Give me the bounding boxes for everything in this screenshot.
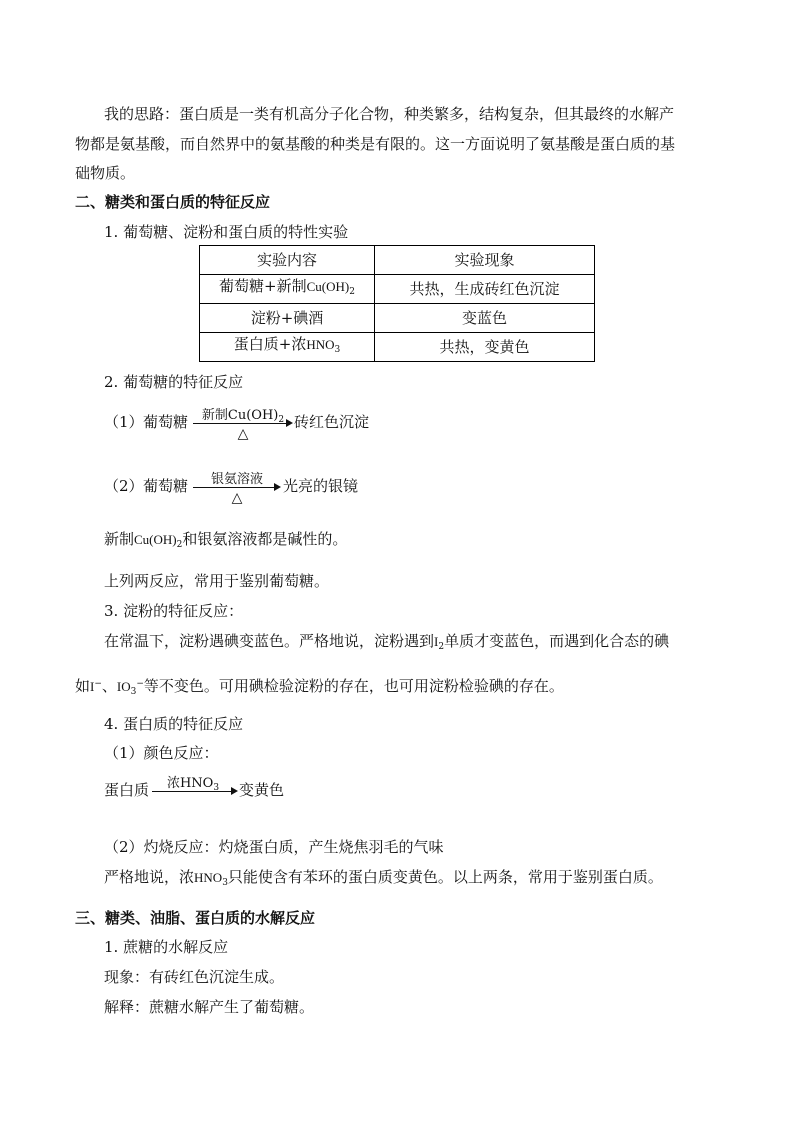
rxn3-arrow (152, 772, 238, 802)
table-header-row (200, 246, 595, 275)
intro-line-3: 础物质。 (75, 164, 136, 182)
starch-line-2: 如I−、$IO_3^-$等不变色。可用碘检验淀粉的存在，也可用淀粉检验碘的存在。 (75, 677, 564, 697)
intro-line-1: 我的思路：蛋白质是一类有机高分子化合物，种类繁多，结构复杂，但其最终的水解产 (104, 105, 675, 123)
table-header: 实验现象 (375, 246, 595, 275)
rxn1-arrow (193, 404, 293, 444)
table-cell: 变蓝色 (375, 304, 595, 333)
rxn1-condition: 新制$Cu(OH)_2$ (201, 408, 285, 425)
table-cell: 蛋白质+浓$HNO_3$ (200, 333, 375, 362)
table-cell: 共热，生成砖红色沉淀 (375, 275, 595, 304)
table-row (200, 275, 595, 304)
table-cell: 葡萄糖+新制$Cu(OH)_2$ (200, 275, 375, 304)
table-row (200, 333, 595, 362)
section2-sub2: 2. 葡萄糖的特征反应 (104, 373, 244, 391)
protein-strict-note: 严格地说，浓$HNO_3$只能使含有苯环的蛋白质变黄色。以上两条，常用于鉴别蛋白质。 (104, 868, 663, 888)
rxn3-product: 变黄色 (239, 781, 285, 799)
intro-line-2: 物都是氨基酸，而自然界中的氨基酸的种类是有限的。这一方面说明了氨基酸是蛋白质的基 (75, 135, 676, 153)
section2-sub3: 3. 淀粉的特征反应： (104, 602, 244, 620)
section3-heading: 三、糖类、油脂、蛋白质的水解反应 (75, 909, 316, 927)
hydrolysis-explanation: 解释：蔗糖水解产生了葡萄糖。 (104, 998, 315, 1016)
table-cell: 淀粉+碘酒 (200, 304, 375, 333)
rxn2-heat-symbol: △ (231, 490, 243, 506)
starch-line-1: 在常温下，淀粉遇碘变蓝色。严格地说，淀粉遇到$I_2$单质才变蓝色，而遇到化合态的碘 (104, 632, 670, 652)
rxn1-reactant: 葡萄糖 (143, 413, 189, 431)
section2-sub1: 1. 葡萄糖、淀粉和蛋白质的特性实验 (104, 223, 349, 241)
rxn2-product: 光亮的银镜 (283, 477, 359, 495)
experiment-table (199, 245, 595, 362)
rxn1-product: 砖红色沉淀 (294, 413, 370, 431)
rxn1-heat-symbol: △ (237, 426, 249, 442)
rxn2-condition: 银氨溶液 (210, 472, 263, 487)
burn-reaction: （2）灼烧反应：灼烧蛋白质，产生烧焦羽毛的气味 (104, 838, 444, 856)
section2-heading: 二、糖类和蛋白质的特征反应 (75, 193, 271, 211)
rxn2-num: （2） (104, 477, 144, 495)
rxn2-arrow (193, 468, 283, 508)
table-row (200, 304, 595, 333)
note-alkaline: 新制$Cu(OH)_2$和银氨溶液都是碱性的。 (104, 530, 348, 550)
color-reaction-title: （1）颜色反应： (104, 744, 219, 762)
note-glucose-identify: 上列两反应，常用于鉴别葡萄糖。 (104, 572, 330, 590)
rxn3-condition: 浓$HNO_3$ (166, 776, 220, 793)
section3-sub1: 1. 蔗糖的水解反应 (104, 938, 229, 956)
hydrolysis-phenomenon: 现象：有砖红色沉淀生成。 (104, 968, 285, 986)
rxn1-num: （1） (104, 413, 144, 431)
table-cell: 共热，变黄色 (375, 333, 595, 362)
rxn2-reactant: 葡萄糖 (143, 477, 189, 495)
rxn3-reactant: 蛋白质 (104, 781, 150, 799)
table-header: 实验内容 (200, 246, 375, 275)
section2-sub4: 4. 蛋白质的特征反应 (104, 715, 244, 733)
